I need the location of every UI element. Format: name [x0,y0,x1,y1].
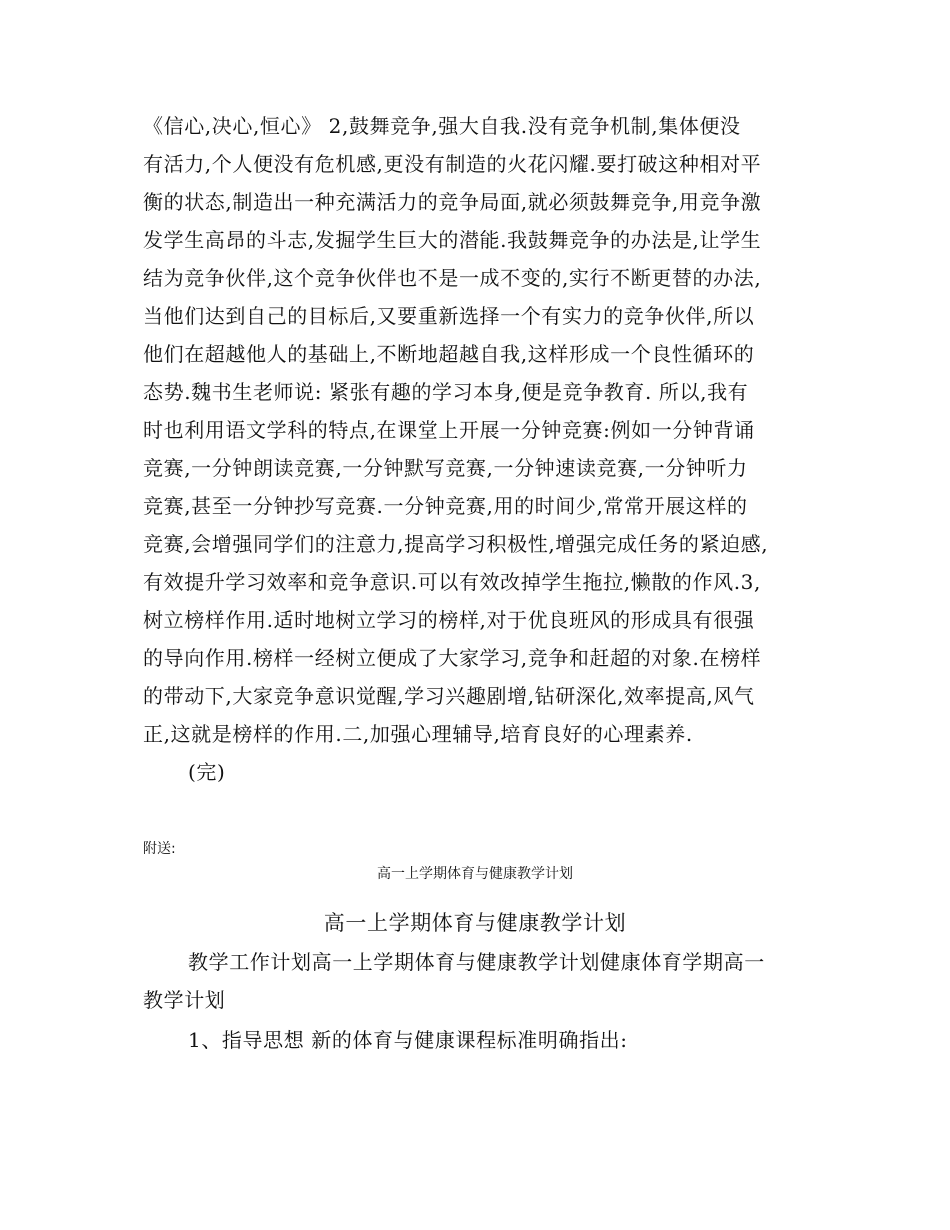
essay-line: 竞赛,会增强同学们的注意力,提高学习积极性,增强完成任务的紧迫感, [143,532,769,556]
essay-line: 时也利用语文学科的特点,在课堂上开展一分钟竞赛:例如一分钟背诵 [143,418,755,442]
appendix-paragraph-line: 教学计划 [143,988,226,1012]
end-mark: (完) [188,760,226,784]
essay-line: 结为竞争伙伴,这个竞争伙伴也不是一成不变的,实行不断更替的办法, [143,266,762,290]
essay-line: 的导向作用.榜样一经树立便成了大家学习,竞争和赶超的对象.在榜样 [143,646,762,670]
appendix-small-title: 高一上学期体育与健康教学计划 [377,866,573,882]
essay-line: 竞赛,甚至一分钟抄写竞赛.一分钟竞赛,用的时间少,常常开展这样的 [143,494,748,518]
essay-line: 树立榜样作用.适时地树立学习的榜样,对于优良班风的形成具有很强 [143,608,755,632]
essay-line: 衡的状态,制造出一种充满活力的竞争局面,就必须鼓舞竞争,用竞争激 [143,190,762,214]
essay-line: 有活力,个人便没有危机感,更没有制造的火花闪耀.要打破这种相对平 [143,152,762,176]
appendix-title: 高一上学期体育与健康教学计划 [323,911,627,935]
essay-line: 竞赛,一分钟朗读竞赛,一分钟默写竞赛,一分钟速读竞赛,一分钟听力 [143,456,748,480]
essay-line: 他们在超越他人的基础上,不断地超越自我,这样形成一个良性循环的 [143,342,755,366]
essay-line: 发学生高昂的斗志,发掘学生巨大的潜能.我鼓舞竞争的办法是,让学生 [143,228,762,252]
essay-line: 《信心,决心,恒心》 2,鼓舞竞争,强大自我.没有竞争机制,集体便没 [143,114,741,138]
essay-line: 态势.魏书生老师说: 紧张有趣的学习本身,便是竞争教育. 所以,我有 [143,380,749,404]
section-heading: 1、指导思想 新的体育与健康课程标准明确指出: [188,1028,628,1052]
appendix-paragraph-line: 教学工作计划高一上学期体育与健康教学计划健康体育学期高一 [188,950,765,974]
appendix-label: 附送: [143,841,176,857]
essay-line: 有效提升学习效率和竞争意识.可以有效改掉学生拖拉,懒散的作风.3, [143,570,761,594]
essay-line: 正,这就是榜样的作用.二,加强心理辅导,培育良好的心理素养. [143,722,693,746]
essay-line: 的带动下,大家竞争意识觉醒,学习兴趣剧增,钻研深化,效率提高,风气 [143,684,755,708]
essay-line: 当他们达到自己的目标后,又要重新选择一个有实力的竞争伙伴,所以 [143,304,755,328]
